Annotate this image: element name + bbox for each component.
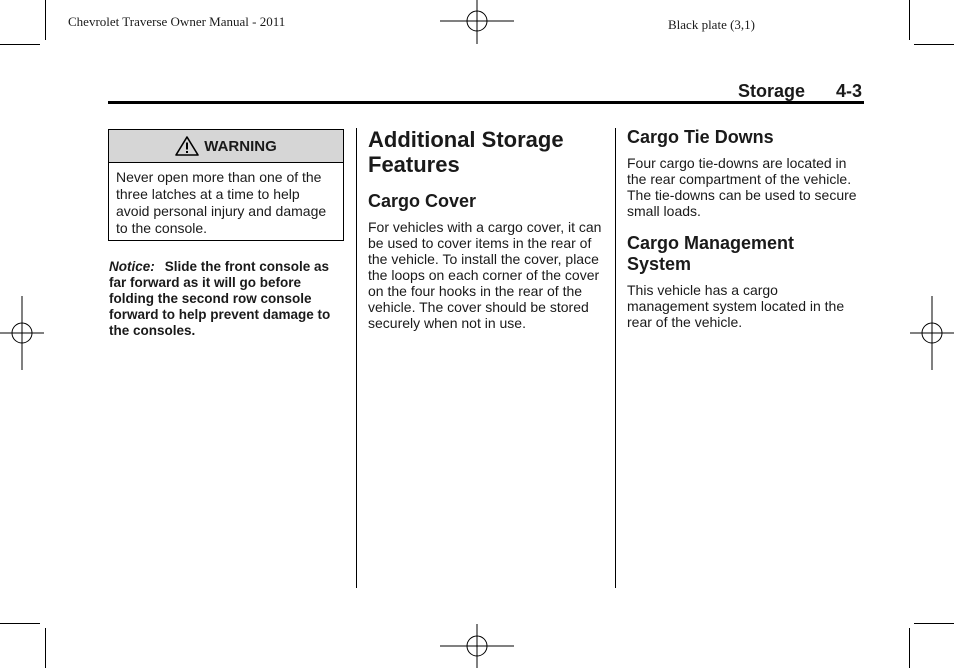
registration-mark-bottom (440, 624, 514, 668)
print-meta-title: Chevrolet Traverse Owner Manual - 2011 (68, 14, 286, 29)
notice-label: Notice: (109, 259, 155, 274)
warning-icon (175, 136, 199, 156)
warning-label: WARNING (204, 137, 277, 155)
print-meta-plate: Black plate (3,1) (668, 17, 755, 32)
cargo-tie-downs-heading: Cargo Tie Downs (627, 127, 774, 147)
column-divider-2 (615, 128, 616, 588)
cargo-cover-text: For vehicles with a cargo cover, it can be used to cover items in the rear of the vehicle. To install the cover, place the loops on each corner of the cover on the four hooks in the rear of the vehicle. The cover should be stored securely when not in use. (368, 219, 602, 331)
cargo-management-heading: Cargo Management System (627, 233, 795, 274)
warning-box (108, 129, 344, 241)
header-page-number: 4-3 (836, 81, 863, 101)
notice-text: Slide the front console as far forward as it will go before folding the second row console forward to help prevent damage to the consoles. (109, 259, 331, 338)
notice (109, 259, 349, 339)
registration-mark-top (440, 0, 514, 44)
additional-storage-heading: Additional Storage Features (368, 127, 564, 177)
column-divider-1 (356, 128, 357, 588)
header-section: Storage (738, 81, 806, 101)
header-rule (108, 101, 864, 104)
cargo-cover-heading: Cargo Cover (368, 191, 477, 211)
cargo-management-text: This vehicle has a cargo management system located in the rear of the vehicle. (627, 282, 845, 330)
registration-mark-right (910, 296, 954, 370)
registration-mark-left (0, 296, 44, 370)
warning-header (109, 130, 343, 163)
cargo-tie-downs-text: Four cargo tie-downs are located in the rear compartment of the vehicle. The tie-downs can be used to secure small loads. (627, 155, 857, 219)
warning-text: Never open more than one of the three latches at a time to help avoid personal injury and damage to the console. (116, 169, 327, 236)
